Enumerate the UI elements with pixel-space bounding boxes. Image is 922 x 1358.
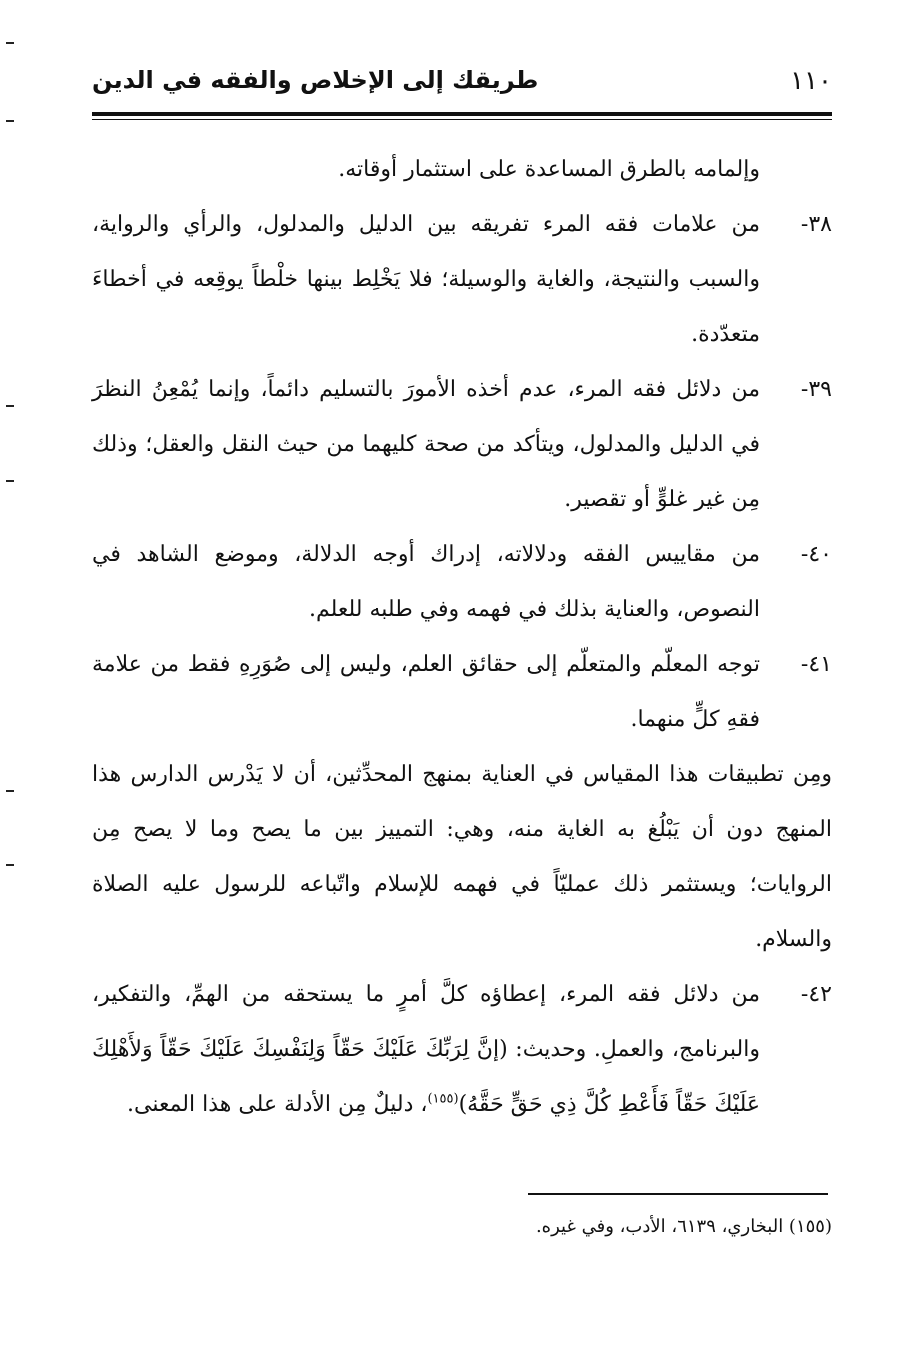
item-text-continued: ، دليلٌ مِن الأدلة على هذا المعنى. (126, 1092, 428, 1117)
footnote-separator (528, 1193, 828, 1195)
margin-mark (6, 790, 14, 792)
item-number: ٣٩- (800, 377, 832, 402)
body-text (92, 142, 832, 1132)
running-title: طريقك إلى الإخلاص والفقه في الدين (92, 66, 539, 94)
page-header (92, 62, 832, 106)
item-text: من دلائل فقه المرء، عدم أخذه الأمورَ بالتسليم دائماً، وإنما يُمْعِنُ النظرَ في الدليل والمدلول، ويتأكد من صحة كليهما من حيث النقل والعقل؛ وذلك مِن غير غلوٍّ أو تقصير. (92, 377, 760, 512)
footnote-reference[interactable]: (١٥٥) (427, 1091, 459, 1107)
item-text: توجه المعلّم والمتعلّم إلى حقائق العلم، وليس إلى صُوَرِهِ فقط من علامة فقهِ كلٍّ منهما. (92, 652, 760, 732)
item-text: من دلائل فقه المرء، إعطاؤه كلَّ أمرٍ ما يستحقه من الهمِّ، والتفكير، والبرنامج، والعملِ. وحديث: (إنَّ لِرَبِّكَ عَلَيْكَ حَقّاً وَلِنَفْسِكَ عَلَيْكَ حَقّاً وَلأَهْلِكَ عَلَيْكَ حَقّاً فَأَعْطِ كُلَّ ذِي حَقٍّ حَقَّهُ) (92, 982, 760, 1117)
item-number: ٤٠- (800, 542, 832, 567)
list-item (92, 362, 832, 527)
list-item (92, 637, 832, 747)
item-text: من مقاييس الفقه ودلالاته، إدراك أوجه الدلالة، وموضع الشاهد في النصوص، والعناية بذلك في فهمه وفي طلبه للعلم. (92, 542, 760, 622)
list-item (92, 967, 832, 1132)
header-rule-thin (92, 119, 832, 120)
margin-mark (6, 405, 14, 407)
item-number: ٤١- (800, 652, 832, 677)
margin-mark (6, 42, 14, 44)
margin-mark (6, 480, 14, 482)
body-paragraph: ومِن تطبيقات هذا المقياس في العناية بمنهج المحدِّثين، أن لا يَدْرس الدارس هذا المنهج دون أن يَبْلُغ به الغاية منه، وهي: التمييز بين ما يصح وما لا يصح مِن الروايات؛ ويستثمر ذلك عمليّاً في فهمه للإسلام واتّباعه للرسول عليه الصلاة والسلام. (92, 762, 832, 952)
footnote: (١٥٥) البخاري، ٦١٣٩، الأدب، وفي غيره. (535, 1216, 832, 1237)
page-number: ١١٠ (790, 66, 832, 96)
header-rule (92, 112, 832, 116)
margin-mark (6, 120, 14, 122)
list-item (92, 197, 832, 362)
item-number: ٤٢- (800, 982, 832, 1007)
list-item (92, 527, 832, 637)
continuation-paragraph: وإلمامه بالطرق المساعدة على استثمار أوقاته. (338, 157, 760, 182)
margin-mark (6, 864, 14, 866)
item-number: ٣٨- (800, 212, 832, 237)
item-text: من علامات فقه المرء تفريقه بين الدليل والمدلول، والرأي والرواية، والسبب والنتيجة، والغاية والوسيلة؛ فلا يَخْلِط بينها خلْطاً يوقِعه في أخطاءَ متعدّدة. (92, 212, 760, 347)
